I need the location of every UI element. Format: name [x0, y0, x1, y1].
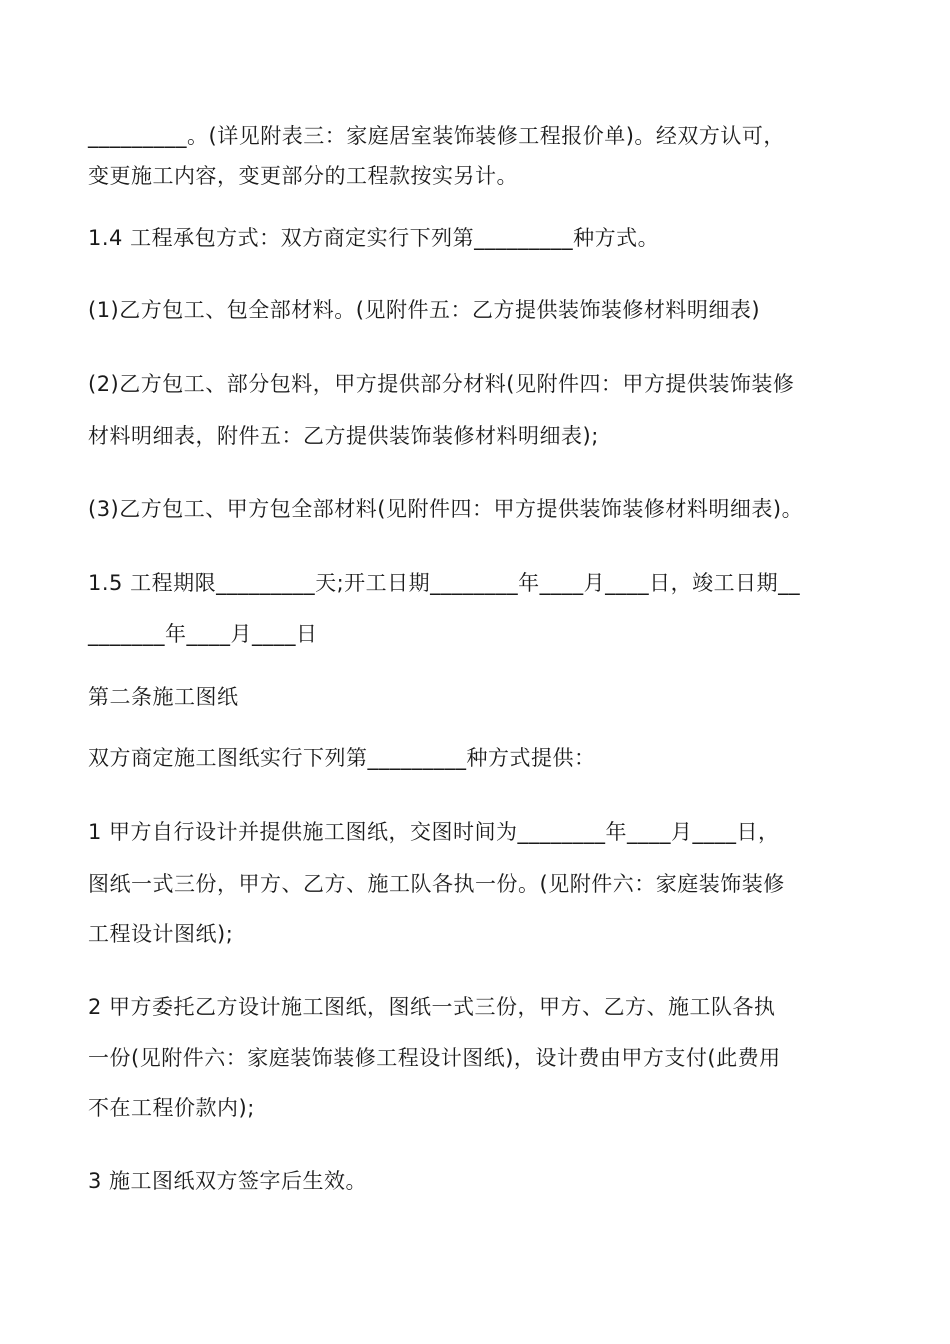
text-line: 2 甲方委托乙方设计施工图纸，图纸一式三份，甲方、乙方、施工队各执 [88, 995, 776, 1019]
text-line: (2)乙方包工、部分包料，甲方提供部分材料(见附件四：甲方提供装饰装修 [88, 372, 795, 396]
text-line: 不在工程价款内); [88, 1096, 255, 1120]
text-line: _________。(详见附表三：家庭居室装饰装修工程报价单)。经双方认可， [88, 124, 785, 148]
text-line: 变更施工内容，变更部分的工程款按实另计。 [88, 164, 518, 188]
text-line: 图纸一式三份，甲方、乙方、施工队各执一份。(见附件六：家庭装饰装修 [88, 872, 785, 896]
text-line: 一份(见附件六：家庭装饰装修工程设计图纸)，设计费由甲方支付(此费用 [88, 1046, 781, 1070]
text-line: 1.5 工程期限_________天;开工日期________年____月____日，竣工日期__ [88, 571, 801, 595]
text-line: _______年____月____日 [88, 622, 318, 646]
text-line: 3 施工图纸双方签字后生效。 [88, 1169, 368, 1193]
text-line: 双方商定施工图纸实行下列第_________种方式提供： [88, 746, 596, 770]
section-heading: 第二条施工图纸 [88, 685, 239, 709]
text-line: 材料明细表，附件五：乙方提供装饰装修材料明细表); [88, 424, 599, 448]
text-line: (1)乙方包工、包全部材料。(见附件五：乙方提供装饰装修材料明细表) [88, 298, 761, 322]
text-line: 1.4 工程承包方式：双方商定实行下列第_________种方式。 [88, 226, 660, 250]
text-line: (3)乙方包工、甲方包全部材料(见附件四：甲方提供装饰装修材料明细表)。 [88, 497, 804, 521]
text-line: 1 甲方自行设计并提供施工图纸，交图时间为________年____月____日， [88, 820, 780, 844]
text-line: 工程设计图纸); [88, 922, 234, 946]
